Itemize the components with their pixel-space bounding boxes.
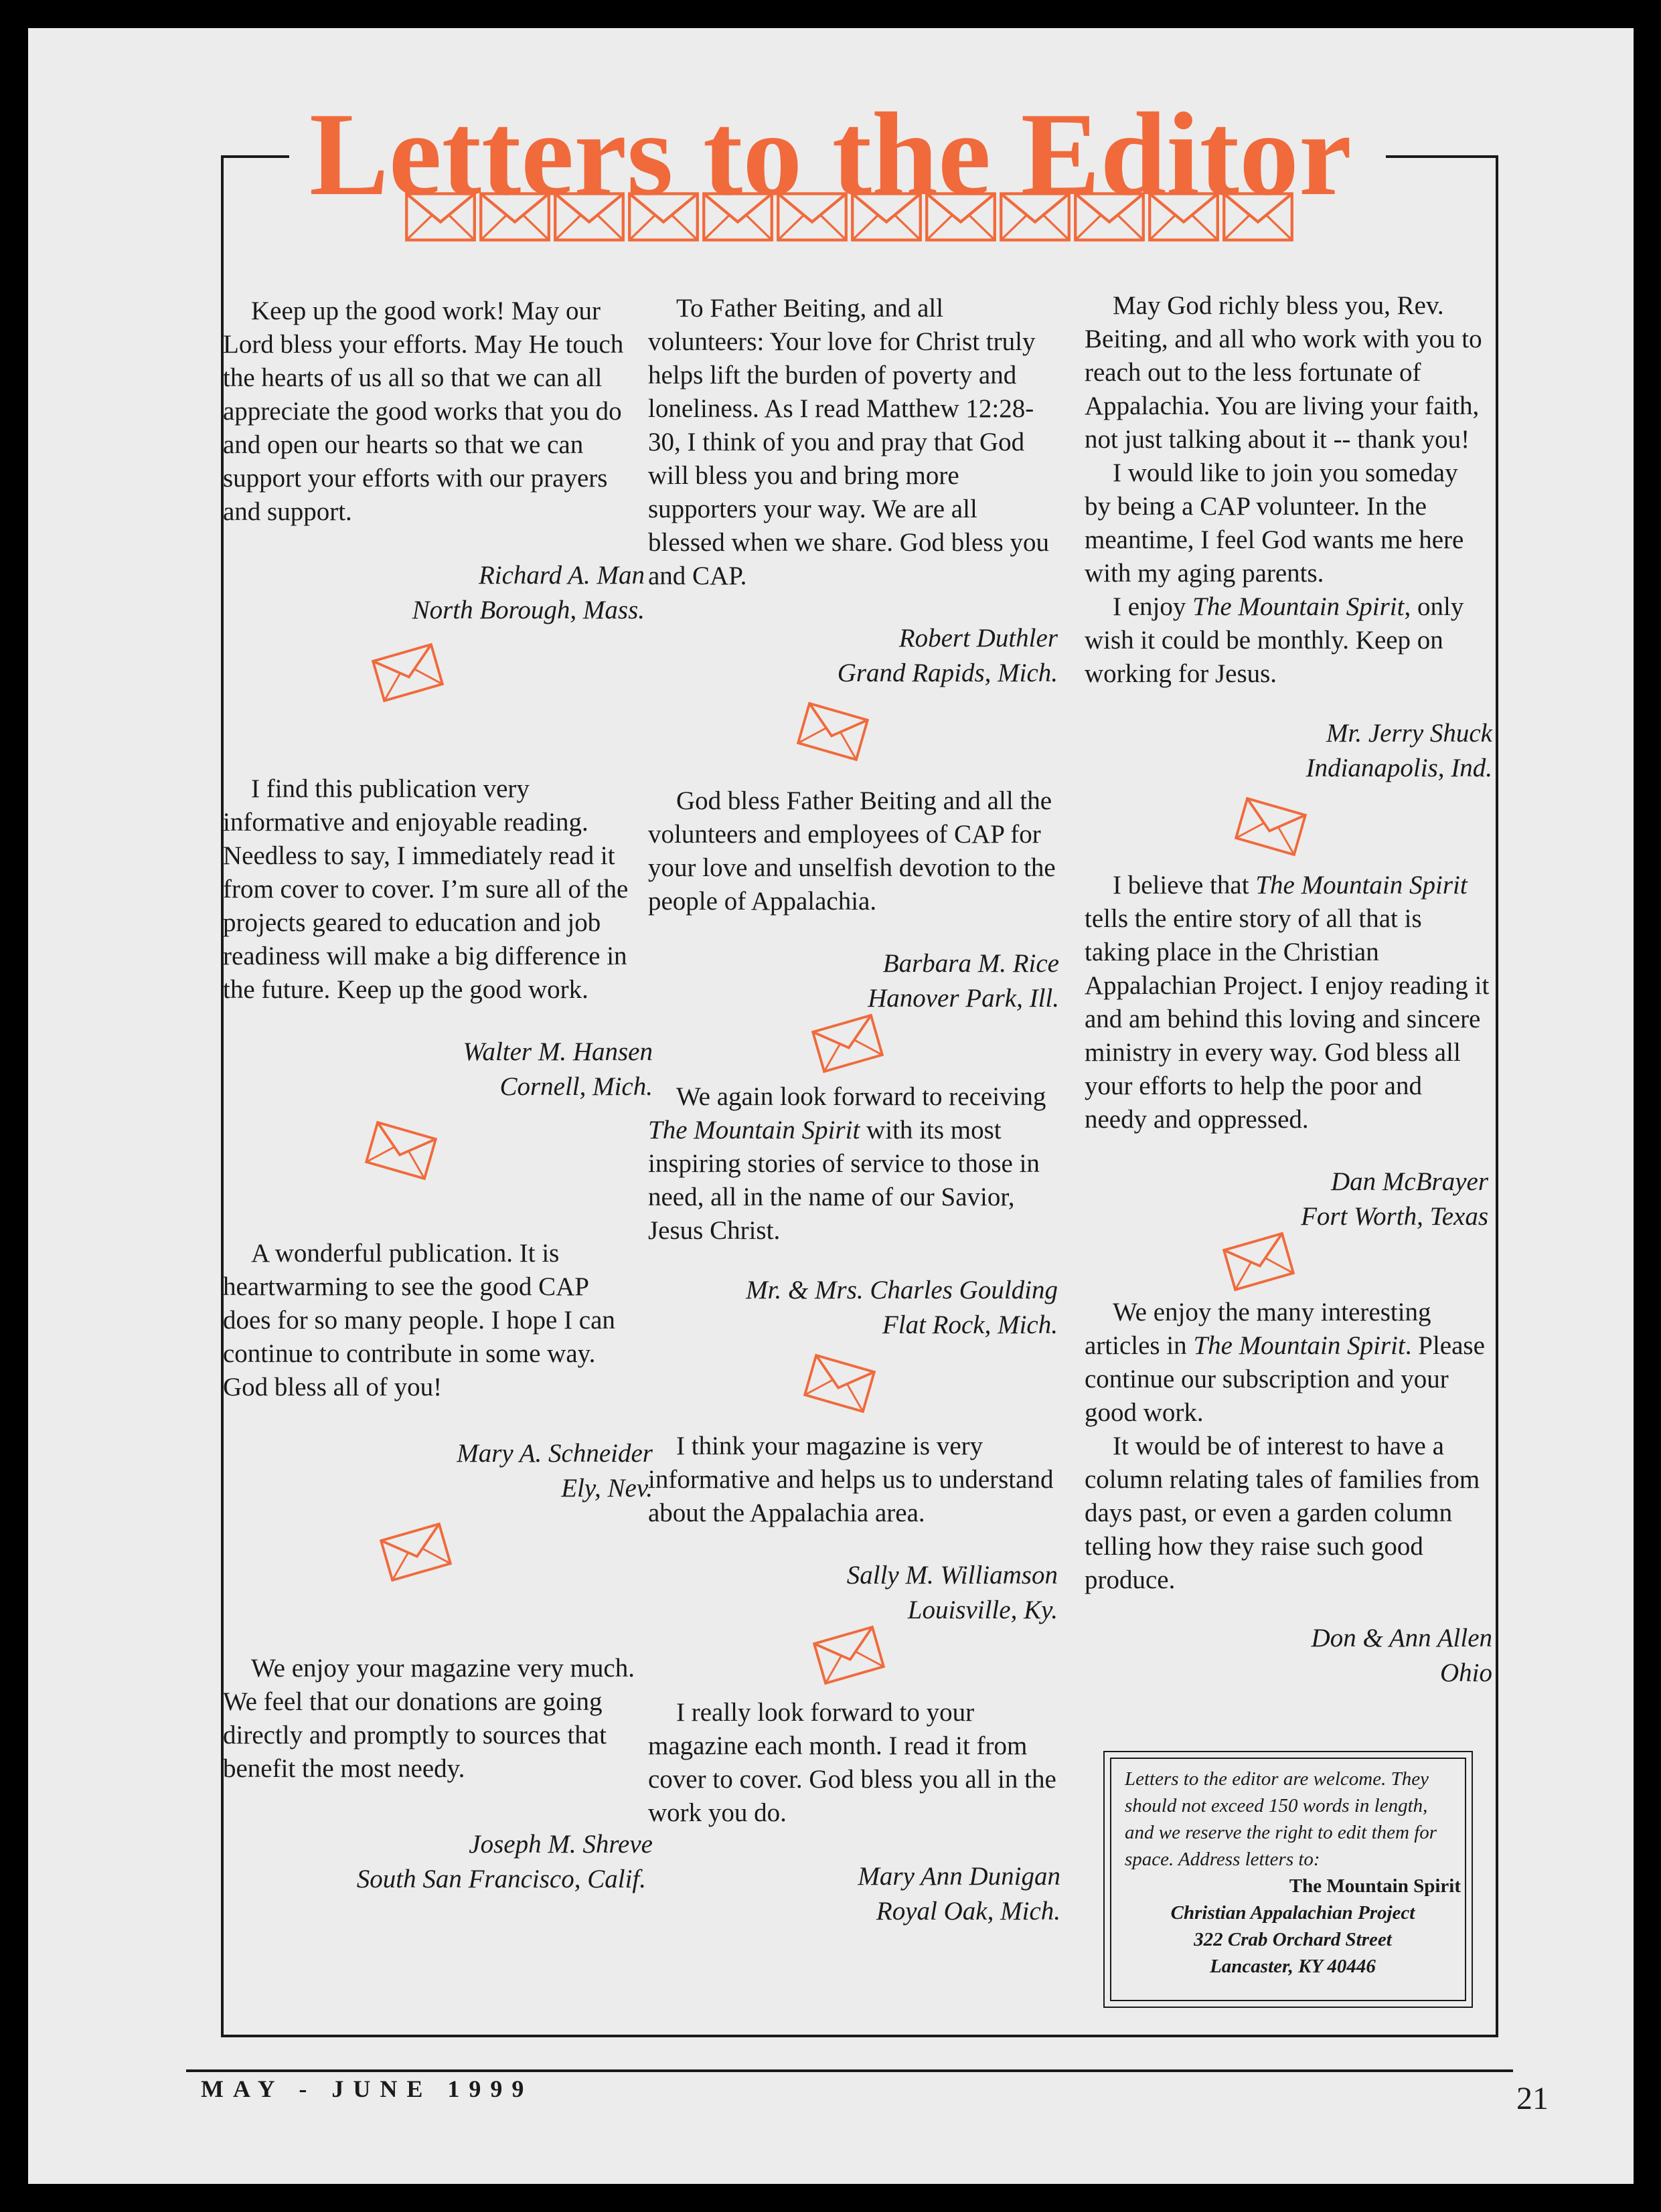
notice-address-line: 322 Crab Orchard Street <box>1194 1929 1392 1950</box>
letter-text: We enjoy your magazine very much. We feel that our donations are going directly and promptly to sources that benefit the most needy. <box>223 1654 635 1783</box>
signature-place: South San Francisco, Calif. <box>356 1865 646 1893</box>
notice-address-line: Christian Appalachian Project <box>1170 1902 1415 1924</box>
signature-place: Ely, Nev. <box>561 1474 653 1503</box>
envelope-icon <box>999 191 1071 242</box>
envelope-icon <box>479 191 551 242</box>
letter-text: I would like to join you someday by being a CAP volunteer. In the meantime, I feel God wants me here with my aging parents. <box>1085 458 1464 588</box>
signature-name: Mr. Jerry Shuck <box>1326 719 1492 748</box>
signature-name: Dan McBrayer <box>1330 1167 1488 1196</box>
envelope-icon <box>1222 191 1294 242</box>
notice-address-line: Lancaster, KY 40446 <box>1210 1956 1376 1977</box>
envelope-banner <box>404 191 1295 242</box>
issue-date: MAY - JUNE 1999 <box>201 2075 534 2102</box>
letter-text: I find this publication very informative and enjoyable reading. Needless to say, I immediately read it from cover to cover. I’m sure all of the projects geared to education and job readiness will make a big difference in the future. Keep up the good work. <box>223 774 629 1004</box>
signature-place: Louisville, Ky. <box>907 1596 1058 1624</box>
signature-name: Mr. & Mrs. Charles Goulding <box>746 1276 1058 1304</box>
signature-name: Mary Ann Dunigan <box>858 1862 1060 1891</box>
envelope-icon <box>702 191 774 242</box>
letter-text: Keep up the good work! May our Lord bless your efforts. May He touch the hearts of us all so that we can all appreciate the good works that you do and open our hearts so that we can support your efforts with our prayers and support. <box>223 296 624 526</box>
signature-place: Royal Oak, Mich. <box>876 1897 1060 1926</box>
signature-name: Walter M. Hansen <box>463 1037 653 1066</box>
signature-name: Robert Duthler <box>898 624 1058 653</box>
signature-place: Flat Rock, Mich. <box>882 1310 1058 1339</box>
signature-place: Indianapolis, Ind. <box>1306 754 1492 782</box>
envelope-icon <box>925 191 997 242</box>
envelope-icon <box>627 191 700 242</box>
letter-text: We enjoy the many interesting articles in The Mountain Spirit. Please continue our subscription and your good work. <box>1085 1298 1485 1427</box>
editor-notice-box <box>1103 1751 1473 2008</box>
envelope-icon <box>376 647 638 699</box>
letter-text: May God richly bless you, Rev. Beiting, and all who work with you to reach out to the less fortunate of Appalachia. You are living your faith, not just talking about it -- thank you! <box>1085 291 1482 454</box>
signature-name: Don & Ann Allen <box>1311 1624 1492 1652</box>
letter-text: We again look forward to receiving The Mountain Spirit with its most inspiring stories of service to those in need, all in the name of our Savior, Jesus Christ. <box>648 1082 1046 1245</box>
envelope-icon <box>815 1017 1056 1070</box>
envelope-icon <box>553 191 625 242</box>
letter-text: A wonderful publication. It is heartwarming to see the good CAP does for so many people. I hope I can continue to contribute in some way. God bless all of you! <box>223 1239 615 1401</box>
signature-place: Hanover Park, Ill. <box>868 984 1059 1013</box>
envelope-icon <box>1148 191 1220 242</box>
letter-text: I enjoy The Mountain Spirit, only wish it could be monthly. Keep on working for Jesus. <box>1085 592 1464 688</box>
signature-place: Grand Rapids, Mich. <box>837 659 1058 687</box>
letter-text: I really look forward to your magazine each month. I read it from cover to cover. God bless you all in the work you do. <box>648 1698 1056 1827</box>
envelope-icon <box>801 705 1056 758</box>
signature-place: Cornell, Mich. <box>499 1072 653 1101</box>
letter-text: To Father Beiting, and all volunteers: Your love for Christ truly helps lift the burden of poverty and loneliness. As I read Matthew 12:28-30, I think of you and pray that God will bless you and bring more supporters your way. We are all blessed when we share. God bless you and CAP. <box>648 294 1049 590</box>
page-title: Letters to the Editor <box>0 90 1661 218</box>
signature-name: Barbara M. Rice <box>882 949 1059 978</box>
envelope-icon <box>404 191 477 242</box>
signature-name: Joseph M. Shreve <box>469 1830 653 1859</box>
letter-text: I believe that The Mountain Spirit tells the entire story of all that is taking place in the Christian Appalachian Project. I enjoy reading it and am behind this loving and sincere ministry in every way. God bless all your efforts to help the poor and needy and oppressed. <box>1085 871 1490 1134</box>
envelope-icon <box>817 1629 1056 1681</box>
signature-place: Fort Worth, Texas <box>1301 1202 1488 1231</box>
letter-text: God bless Father Beiting and all the volunteers and employees of CAP for your love and unselfish devotion to the people of Appalachia. <box>648 786 1056 916</box>
signature-place: North Borough, Mass. <box>412 596 645 624</box>
envelope-icon <box>1239 800 1490 853</box>
signature-name: Richard A. Man <box>478 561 645 590</box>
column-2 <box>648 292 1060 1929</box>
editor-notice <box>1110 1758 1466 2001</box>
letter-text: I think your magazine is very informative and helps us to understand about the Appalachia area. <box>648 1432 1054 1527</box>
envelope-icon <box>776 191 848 242</box>
envelope-icon <box>1227 1236 1490 1288</box>
column-3 <box>1085 289 1490 1691</box>
column-1 <box>223 294 653 1897</box>
envelope-icon <box>369 1124 638 1177</box>
signature-name: Mary A. Schneider <box>457 1439 653 1468</box>
signature-place: Ohio <box>1440 1658 1492 1687</box>
envelope-icon <box>384 1526 638 1578</box>
page-number: 21 <box>1516 2081 1549 2116</box>
footer-rule <box>186 2069 1513 2072</box>
letter-text: It would be of interest to have a column relating tales of families from days past, or even a garden column telling how they raise such good produce. <box>1085 1432 1480 1594</box>
envelope-icon <box>1073 191 1145 242</box>
notice-text: Letters to the editor are welcome. They should not exceed 150 words in length, and we reserve the right to edit them for space. Address letters to: <box>1125 1768 1437 1870</box>
envelope-icon <box>807 1357 1056 1410</box>
envelope-icon <box>850 191 923 242</box>
notice-org: The Mountain Spirit <box>1289 1875 1461 1897</box>
signature-name: Sally M. Williamson <box>846 1561 1058 1590</box>
